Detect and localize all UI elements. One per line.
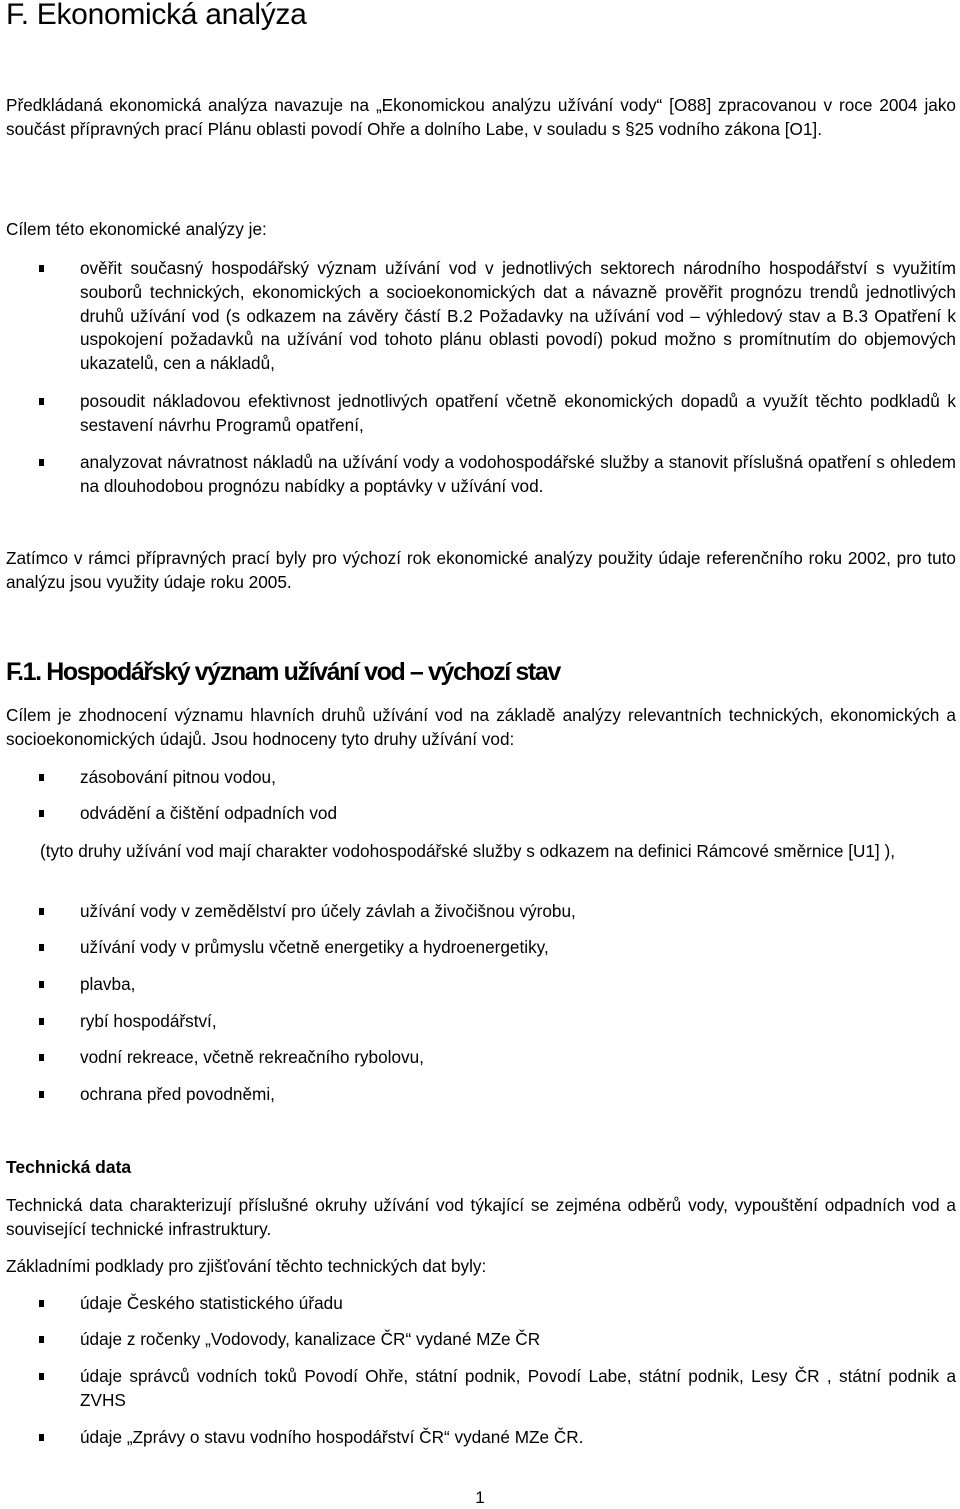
list-item [6,451,956,499]
list-item [6,390,956,438]
technical-data-description: Technická data charakterizují příslušné okruhy užívání vod týkající se zejména odběrů vody, vypouštění odpadních vod a související technické infrastruktury. [6,1195,956,1239]
list-item-text: plavba, [80,974,136,994]
bullet-square-icon [39,398,44,405]
bullet-square-icon [39,1018,44,1025]
technical-data-heading: Technická data [6,1157,132,1177]
bullet-square-icon [39,944,44,951]
section-intro: Cílem je zhodnocení významu hlavních druhů užívání vod na základě analýzy relevantních technických, ekonomických a socioekonomických údajů. Jsou hodnoceny tyto druhy užívání vod: [6,705,956,749]
list-item-text: zásobování pitnou vodou, [80,767,276,787]
bullet-square-icon [39,810,44,817]
page-title: F. Ekonomická analýza [6,0,307,31]
list-item-text: údaje Českého statistického úřadu [80,1293,343,1313]
bullet-square-icon [39,774,44,781]
bullet-square-icon [39,1434,44,1441]
list-item-text: ochrana před povodněmi, [80,1084,275,1104]
list-item [6,973,956,997]
list-item-text: údaje z ročenky „Vodovody, kanalizace ČR“ vydané MZe ČR [80,1329,541,1349]
list-item-text: údaje „Zprávy o stavu vodního hospodářství ČR“ vydané MZe ČR. [80,1427,584,1447]
list-item-text: užívání vody v průmyslu včetně energetiky a hydroenergetiky, [80,937,549,957]
list-item [6,1328,956,1352]
list-item-text: užívání vody v zemědělství pro účely závlah a živočišnou výrobu, [80,901,576,921]
list-item [6,1046,956,1070]
intro-paragraph: Předkládaná ekonomická analýza navazuje na „Ekonomickou analýzu užívání vody“ [O88] zpracovanou v roce 2004 jako součást přípravných prací Plánu oblasti povodí Ohře a dolního Labe, v souladu s §25 vodního zákona [O1]. [6,95,956,139]
list-item [6,1010,956,1034]
list-item [6,766,956,790]
list-item [6,936,956,960]
list-item-text: vodní rekreace, včetně rekreačního rybolovu, [80,1047,424,1067]
bullet-square-icon [39,459,44,466]
list-item [6,1292,956,1316]
bullet-square-icon [39,1091,44,1098]
list-item-text: rybí hospodářství, [80,1011,217,1031]
list-item [6,1083,956,1107]
list-item-text: analyzovat návratnost nákladů na užívání vody a vodohospodářské služby a stanovit příslušná opatření s ohledem na dlouhodobou prognózu nabídky a poptávky v užívání vod. [80,452,956,496]
list-item-text: posoudit nákladovou efektivnost jednotlivých opatření včetně ekonomických dopadů a využít těchto podkladů k sestavení návrhu Programů opatření, [80,391,956,435]
bullet-square-icon [39,1336,44,1343]
list-item [6,900,956,924]
bullet-square-icon [39,908,44,915]
list-item-text: údaje správců vodních toků Povodí Ohře, státní podnik, Povodí Labe, státní podnik, Lesy ČR , státní podnik a ZVHS [80,1366,956,1410]
bullet-square-icon [39,1373,44,1380]
list-item-text: odvádění a čištění odpadních vod [80,803,338,823]
page-number: 1 [475,1488,485,1507]
reference-year-paragraph: Zatímco v rámci přípravných prací byly pro výchozí rok ekonomické analýzy použity údaje referenčního roku 2002, pro tuto analýzu jsou využity údaje roku 2005. [6,548,956,592]
list-item [6,1426,956,1450]
bullet-square-icon [39,1300,44,1307]
sources-intro: Základními podklady pro zjišťování těchto technických dat byly: [6,1256,487,1276]
bullet-square-icon [39,1054,44,1061]
list-item-text: ověřit současný hospodářský význam užívání vod v jednotlivých sektorech národního hospodářství s využitím souborů technických, ekonomických a socioekonomických dat a návazně prověřit prognózu trendů jednotlivých druhů užívání vod (s odkazem na závěry částí B.2 Požadavky na užívání vod – výhledový stav a B.3 Opatření k uspokojení požadavků na užívání vod tohoto plánu oblasti povodí) pokud možno s promítnutím do objemových ukazatelů, cen a nákladů, [80,258,956,374]
list-item [6,1365,956,1413]
list-item [6,257,956,376]
goal-intro: Cílem této ekonomické analýzy je: [6,219,267,239]
list-item [6,802,956,826]
services-note: (tyto druhy užívání vod mají charakter vodohospodářské služby s odkazem na definici Rámcové směrnice [U1] ), [40,841,895,861]
section-title: F.1. Hospodářský význam užívání vod – výchozí stav [6,658,560,686]
bullet-square-icon [39,981,44,988]
bullet-square-icon [39,265,44,272]
